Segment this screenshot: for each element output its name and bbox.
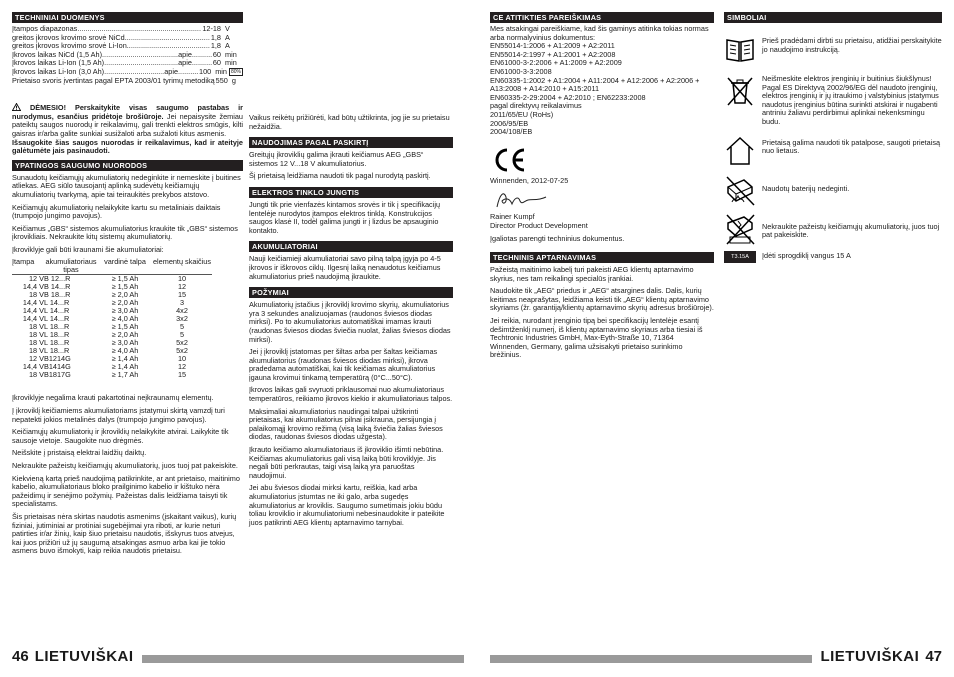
ce-declaration: [490, 25, 714, 137]
table-header-voltage: Įtampa: [12, 258, 44, 275]
spec-row: [12, 25, 243, 34]
ce-line: EN55014-2:1997 + A1:2001 + A2:2008: [490, 49, 616, 59]
safety-paragraph: Keičiamus „GBS“ sistemos akumuliatorius kraukite tik „GBS“ sistemos įkrovikliais. Nekraukite kitų sistemų akumuliatorių.: [12, 223, 238, 242]
symbol-text: Prieš pradėdami dirbti su prietaisu, atidžiai perskaitykite jo naudojimo instrukciją.: [762, 36, 942, 54]
spec-unit-text: V: [225, 25, 230, 33]
section-paragraph: Jungti tik prie vienfazės kintamos srovės ir tik į specifikacijų lentelėje nurodytos įtampos elektros tinklą. Konstrukcijos saugos klasė II, todėl galima jungti ir į lizdus be apsauginio kontakto.: [249, 199, 441, 235]
table-cell: 5x2: [176, 338, 188, 348]
spec-leader: [192, 51, 212, 60]
left-column-1: [12, 12, 243, 560]
table-cell: ≥ 2,0 Ah: [111, 298, 139, 308]
table-cell: 18 V: [28, 290, 44, 300]
spec-label: greitos įkrovos krovimo srovė Li-Ion: [12, 42, 127, 51]
table-cell: 14,4 V: [22, 362, 44, 372]
warning-triangle-icon: [12, 103, 21, 111]
spec-value: 60: [212, 50, 221, 59]
table-header-capacity: vardinė talpa: [98, 258, 152, 275]
table-cell: L 14...R: [44, 298, 70, 308]
book-icon: [724, 33, 756, 65]
signer-name: Rainer Kumpf: [490, 212, 535, 222]
spec-approx: apie: [178, 50, 192, 59]
table-cell: 3x2: [176, 314, 188, 324]
right-column-2: [724, 12, 942, 269]
spec-unit-text: A: [225, 42, 230, 51]
table-cell: ≥ 1,7 Ah: [111, 370, 139, 380]
symbol-text: Įdėti sprogdiklį vangus 15 A: [762, 251, 851, 261]
spec-leader: [104, 59, 178, 68]
spec-leader: [125, 34, 210, 43]
ce-line: EN55014-1:2006 + A1:2009 + A2:2011: [490, 41, 615, 51]
spec-label: Įkrovos laikas Li-Ion (3,0 Ah): [12, 67, 105, 76]
warning-tail: Išsaugokite šias saugos nuorodas ir reikalavimus, kad ir ateityje galėtumėte jais pasinaudoti.: [12, 137, 243, 156]
table-row: [12, 371, 212, 379]
house-icon: [724, 135, 756, 167]
charge-80-badge: 80%: [230, 69, 241, 76]
children-note: Vaikus reikėtų prižiūrėti, kad būtų užtikrinta, jog jie su prietaisu nežaidžia.: [249, 113, 450, 131]
service-paragraph: Jei reikia, nurodant įrenginio tipą bei specifikacijų lentelėje esantį dešimtženklį numerį, iš klientų aptarnavimo skyriaus arba tiesiai iš Techtronic Industries GmbH, Max-Eyth-Straße 10, 71364 Winnenden, Germany, galima užsisakyti prietaiso surinkimo brėžinius.: [490, 316, 703, 360]
symbol-text: Neišmeskite elektros įrenginių ir buitinius šiukšlynus! Pagal ES Direktyvą 2002/96/EG dėl naudoto įrenginių, elektros įrenginių ir jų itraukimo į valstybinius įstatymus naudotus įrenginius būtina surinkti atskirai ir nugabenti antriniu žaliavu perdirbimui aplinkai nekenksmingu budu.: [762, 74, 939, 126]
table-cell: ≥ 1,5 Ah: [111, 282, 139, 292]
spec-row: [12, 51, 243, 60]
spec-row: [12, 59, 243, 68]
fuse-icon: [724, 251, 756, 263]
tech-data-header: TECHNINIAI DUOMENYS: [12, 12, 243, 23]
info-paragraph: Įkroviklyje negalima krauti pakartotinai neįkraunamų elementų.: [12, 393, 214, 403]
table-cell: L 14...R: [44, 306, 70, 316]
spec-row: [12, 68, 243, 77]
section-paragraph: Akumuliatorių įstačius į įkroviklį krovimo skyrių, akumuliatorius yra 3 sekundes analizuojamas (raudonos šviesos diodas mirksi). Po to akumuliatorius automatiškai imamas krauti (raudonas šviesos diodas šviečia nuolat, žalias šviesos diodas mirksi).: [249, 300, 451, 344]
spec-unit: [221, 59, 243, 68]
info-paragraph: Šis prietaisas nėra skirtas naudotis asmenims (įskaitant vaikus), kurių fiziniai, jutiminiai ar protiniai sugebėjimai yra riboti, ar kurie neturi patirties ir/ar žinių, kaip šiuo prietaisu naudotis, išskyrus tuos atvejus, kai juos prižiūri už jų saugumą atsakingas asmuo arba kai jie tokio asmens buvo išmokyti, kaip reikia naudotis prietaisu.: [12, 512, 237, 556]
table-cell: ≥ 1,4 Ah: [111, 362, 139, 372]
service-paragraphs: [490, 266, 714, 360]
spec-unit: [228, 77, 243, 86]
service-header: TECHNINIS APTARNAVIMAS: [490, 252, 714, 263]
table-cell: B1214G: [44, 354, 71, 364]
symbol-fuse: [724, 251, 942, 263]
table-cell: 15: [177, 370, 187, 380]
place-date: Winnenden, 2012-07-25: [490, 175, 569, 185]
footer-bar-left: [142, 655, 464, 663]
table-cell: ≥ 3,0 Ah: [111, 338, 139, 348]
table-cell: 12 V: [28, 354, 44, 364]
table-cell: 15: [177, 290, 187, 300]
spec-value: 12-18: [202, 25, 221, 33]
section-header: ELEKTROS TINKLO JUNGTIS: [249, 187, 453, 198]
info-paragraph: Keičiamųjų akumuliatorių ir įkroviklių nelaikykite atvirai. Laikykite tik sausoje vietoje. Saugokite nuo drėgmės.: [12, 427, 229, 445]
spec-approx: apie: [164, 67, 179, 76]
table-cell: B 12...R: [44, 274, 71, 284]
symbol-text: Naudotų baterijų nedeginti.: [762, 183, 850, 193]
table-cell: ≥ 4,0 Ah: [111, 314, 139, 324]
table-cell: L 18...R: [44, 346, 70, 356]
ce-line: EN61000-3-3:2008: [490, 66, 552, 76]
symbol-text: Prietaisą galima naudoti tik patalpose, saugoti prietaisą nuo lietaus.: [762, 137, 941, 156]
right-column-1: [490, 12, 714, 364]
table-cell: 18 V: [28, 330, 44, 340]
spec-label: greitos įkrovos krovimo srovė NiCd: [12, 33, 125, 42]
table-cell: 18 V: [28, 346, 44, 356]
symbol-read-manual: [724, 33, 942, 65]
section-header: POŽYMIAI: [249, 287, 453, 298]
table-cell: L 18...R: [44, 330, 70, 340]
section-paragraph: Jei į įkroviklį įstatomas per šiltas arba per šaltas keičiamas akumuliatorius (raudonas šviesos diodas mirksi), įkrova pradedama automatiškai, kai tik keičiamas akumuliatorius įgauna krovimui tinkamą temperatūrą (0°C...50°C).: [249, 347, 438, 382]
spec-unit-text: g: [231, 76, 236, 85]
spec-unit: [211, 68, 243, 77]
table-cell: 5: [179, 330, 185, 340]
table-cell: 18 V: [28, 322, 44, 332]
signature: [494, 189, 714, 211]
info-paragraph: Nekraukite pažeistų keičiamųjų akumuliatorių, juos tuoj pat pakeiskite.: [12, 461, 238, 471]
spec-row: [12, 42, 243, 51]
bottom-paragraphs: [12, 394, 243, 556]
table-cell: 10: [177, 354, 187, 364]
table-cell: 5x2: [176, 346, 188, 356]
spec-leader: [102, 51, 178, 60]
page-number-right: 47: [925, 647, 942, 665]
page-language-left: LIETUVIŠKAI: [34, 647, 134, 665]
crossed-bin-icon: [724, 75, 756, 107]
table-cell: 10: [177, 274, 187, 284]
damaged-battery-icon: [724, 213, 756, 245]
table-cell: 14,4 V: [22, 314, 44, 324]
spec-value: 60: [212, 59, 221, 68]
spec-approx: apie: [178, 59, 192, 68]
spec-leader: [77, 25, 201, 34]
footer-bar-right: [490, 655, 812, 663]
table-cell: 18 V: [28, 370, 44, 380]
safety-paragraph: Sunaudotų keičiamųjų akumuliatorių nedeginkite ir nemeskite į buitines atliekas. AEG siūlo tausojantį aplinką sudėvėtų keičiamųjų akumuliatorių tvarkymą, apie tai teiraukitės prekybos atstovo.: [12, 172, 241, 199]
table-cell: B 18...R: [44, 290, 71, 300]
ce-line: 2011/65/EU (RoHs): [490, 109, 554, 119]
table-header-cells: elementų skaičius: [152, 258, 212, 275]
table-cell: ≥ 3,0 Ah: [111, 306, 139, 316]
safety-paragraphs: [12, 174, 243, 255]
table-cell: 5: [179, 322, 185, 332]
ce-line: 2006/95/EB: [490, 118, 529, 128]
safety-warning: [12, 103, 243, 156]
table-cell: 12: [177, 362, 187, 372]
table-cell: L 14...R: [44, 314, 70, 324]
spec-label: Įkrovos laikas NiCd (1,5 Ah): [12, 50, 103, 59]
ce-line: pagal direktyvų reikalavimus: [490, 101, 582, 111]
ce-line: EN61000-3-2:2006 + A1:2009 + A2:2009: [490, 58, 622, 68]
spec-value: 1,8: [210, 42, 221, 51]
page-language-right: LIETUVIŠKAI: [820, 647, 920, 665]
spec-leader: [178, 68, 198, 77]
table-cell: 14,4 V: [22, 298, 44, 308]
table-cell: ≥ 1,4 Ah: [111, 354, 139, 364]
table-cell: ≥ 2,0 Ah: [111, 290, 139, 300]
warning-body: Jei nepaisysite žemiau pateiktų saugos nuorodų ir reikalavimų, gali trenkti elektros smūgis, kilti gaisras ir/arba galite sunkiai susižaloti arba sužaloti kitus asmenis.: [12, 111, 243, 138]
table-cell: 4x2: [176, 306, 188, 316]
spec-unit-text: A: [225, 33, 230, 42]
spec-unit: [221, 34, 243, 43]
spec-label: Įkrovos laikas Li-Ion (1,5 Ah): [12, 59, 105, 68]
table-cell: B1414G: [44, 362, 71, 372]
safety-paragraph: Keičiamųjų akumuliatorių nelaikykite kartu su metaliniais daiktais (trumpojo jungimo pavojus).: [12, 202, 221, 221]
ce-line: Mes atsakingai pareiškiame, kad šis gaminys atitinka tokias normas arba normalyvinius dokumentus:: [490, 24, 709, 42]
spec-row: [12, 77, 243, 86]
spec-value: 100: [199, 67, 212, 76]
footer-right: [490, 647, 942, 667]
left-column-2: [249, 114, 453, 531]
info-paragraph: Kiekvieną kartą prieš naudojimą patikrinkite, ar ant prietaiso, maitinimo kabelio, akumuliatoriaus bloko prailginimo kabelio ir kištuko nėra pažeidimų ir senėjimo požymių. Pažeistas dalis leidžiama taisyti tik specialistams.: [12, 473, 240, 509]
section-paragraph: Nauji keičiamieji akumuliatoriai savo pilną talpą įgyja po 4-5 įkrovos ir iškrovos ciklų. Ilgesnį laiką nenaudotus keičiamus akumuliatorius prieš naudojimą įkraukite.: [249, 254, 441, 281]
table-cell: 12: [177, 282, 187, 292]
table-cell: ≥ 2,0 Ah: [111, 330, 139, 340]
ce-line: EN60335-1:2002 + A1:2004 + A11:2004 + A12:2006 + A2:2006 + A13:2008 + A14:2010 + A15:2011: [490, 75, 700, 94]
fuse-label: T3.15A: [731, 253, 749, 260]
section-paragraph: Greitųjų įkroviklių galima įkrauti keičiamus AEG „GBS“ sistemos 12 V...18 V akumuliatorius.: [249, 150, 424, 168]
table-cell: L 18...R: [44, 322, 70, 332]
table-cell: ≥ 1,5 Ah: [111, 274, 139, 284]
section-paragraph: Maksimaliai akumuliatorius naudingai talpai užtikrinti prietaisas, kai akumuliatorius pilnai įsikrauna, persijungia į palaikomąjį krovimo režimą (visą laiką šviečia žalias šviesos diodas, raudonas šviesos diodas užgesta).: [249, 406, 443, 442]
spec-value: 550: [215, 76, 228, 85]
symbol-no-burn-battery: [724, 175, 942, 207]
table-cell: 3: [179, 298, 185, 308]
safety-header: YPATINGOS SAUGUMO NUORODOS: [12, 160, 243, 171]
table-cell: B 14...R: [44, 282, 71, 292]
table-cell: ≥ 4,0 Ah: [111, 346, 139, 356]
service-paragraph: Naudokite tik „AEG“ priedus ir „AEG“ atsargines dalis. Dalis, kurių keitimas neaprašytas, leidžiama keisti tik „AEG“ klientų aptarnavimo skyriams (žr. garantiją/klientų aptarnavimo skyrių adresus brošiūroje).: [490, 286, 714, 313]
ce-mark: [492, 147, 528, 173]
table-cell: L 18...R: [44, 338, 70, 348]
table-cell: B1817G: [44, 370, 71, 380]
table-cell: 18 V: [28, 338, 44, 348]
table-cell: 12 V: [28, 274, 44, 284]
tech-specs-list: [12, 25, 243, 85]
authorized-note: Įgaliotas parengti techninius dokumentus.: [490, 233, 625, 243]
table-header-type: akumuliatoriaus tipas: [45, 257, 97, 275]
ce-line: EN60335-2-29:2004 + A2:2010 ; EN62233:2008: [490, 92, 646, 102]
safety-paragraph: Įkroviklyje gali būti kraunami šie akumuliatoriai:: [12, 244, 164, 254]
service-paragraph: Pažeistą maitinimo kabelį turi pakeisti AEG klientų aptarnavimo skyrius, nes tam reikalingi specialūs įrankiai.: [490, 265, 694, 283]
section-paragraph: Įkrauto keičiamo akumuliatoriaus iš įkroviklio išimti nebūtina. Keičiamas akumuliatorius gali visą laiką būti kroviklyje. Jis negali būti perkrautas, taigi visą laiką yra paruoštas naudojimui.: [249, 445, 444, 480]
section-paragraph: Jei abu šviesos diodai mirksi kartu, reiškia, kad arba akumuliatorius įstumtas ne iki galo, arba sugedęs akumuliatorius ar kroviklis. Saugumo sumetimais jokiu būdu toliau kroviklio ir akumuliatoriumi nebesinaudokite ir pateikite juos patikrinti AEG klientų aptarnavimo tarnybai.: [249, 483, 445, 527]
page-number-left: 46: [12, 647, 29, 665]
battery-table: [12, 258, 212, 379]
footer-left: [12, 647, 464, 667]
symbol-text: Nekraukite pažeistų keičiamųjų akumuliatorių, juos tuoj pat pakeiskite.: [762, 221, 940, 240]
table-cell: 14,4 V: [22, 282, 44, 292]
spec-leader: [127, 42, 210, 51]
spec-unit-text: min: [225, 50, 237, 59]
section-header: NAUDOJIMAS PAGAL PASKIRTĮ: [249, 137, 453, 148]
section-paragraph: Šį prietaisą leidžiama naudoti tik pagal nurodytą paskirtį.: [249, 171, 431, 181]
table-cell: 14,4 V: [22, 306, 44, 316]
section-paragraph: Įkrovos laikas gali svyruoti priklausomai nuo akumuliatoriaus temperatūros, reikiamo įkrovos kiekio ir akumuliatoriaus talpos.: [249, 385, 453, 404]
symbols-header: SIMBOLIAI: [724, 12, 942, 23]
spec-unit: [221, 25, 243, 34]
symbol-no-household-waste: [724, 75, 942, 127]
ce-header: CE ATITIKTIES PAREIŠKIMAS: [490, 12, 714, 23]
spec-leader: [192, 59, 212, 68]
symbol-no-charge-damaged: [724, 213, 942, 245]
spec-row: [12, 34, 243, 43]
ce-line: 2004/108/EB: [490, 127, 533, 137]
table-cell: ≥ 1,5 Ah: [111, 322, 139, 332]
spec-leader: [104, 68, 164, 77]
battery-icon: [724, 175, 756, 207]
spec-label: Įtampos diapazonas: [12, 25, 78, 33]
info-paragraph: Į įkroviklį keičiamiems akumuliatoriams įstatymui skirtą vamzdį turi nepatekti jokios metalinės dalys (trumpojo jungimo pavojus).: [12, 406, 225, 424]
warning-lead: DĖMESIO! Perskaitykite visas saugumo pastabas ir nurodymus, esančius pridėtoje brošiūroje.: [12, 103, 243, 121]
spec-value: 1,8: [210, 33, 221, 42]
spec-unit-text: min: [225, 59, 237, 68]
spec-unit-text: min: [215, 67, 227, 76]
symbol-indoor-use: [724, 135, 942, 167]
spec-label: Prietaiso svoris įvertintas pagal EPTA 2003/01 tyrimų metodiką: [12, 76, 215, 85]
spec-unit: [221, 51, 243, 60]
section-header: AKUMULIATORIAI: [249, 241, 453, 252]
signer-title: Director Product Development: [490, 220, 588, 230]
info-paragraph: Neišskite į pristaisą elektrai laidžių daiktų.: [12, 448, 147, 458]
spec-unit: [221, 42, 243, 51]
